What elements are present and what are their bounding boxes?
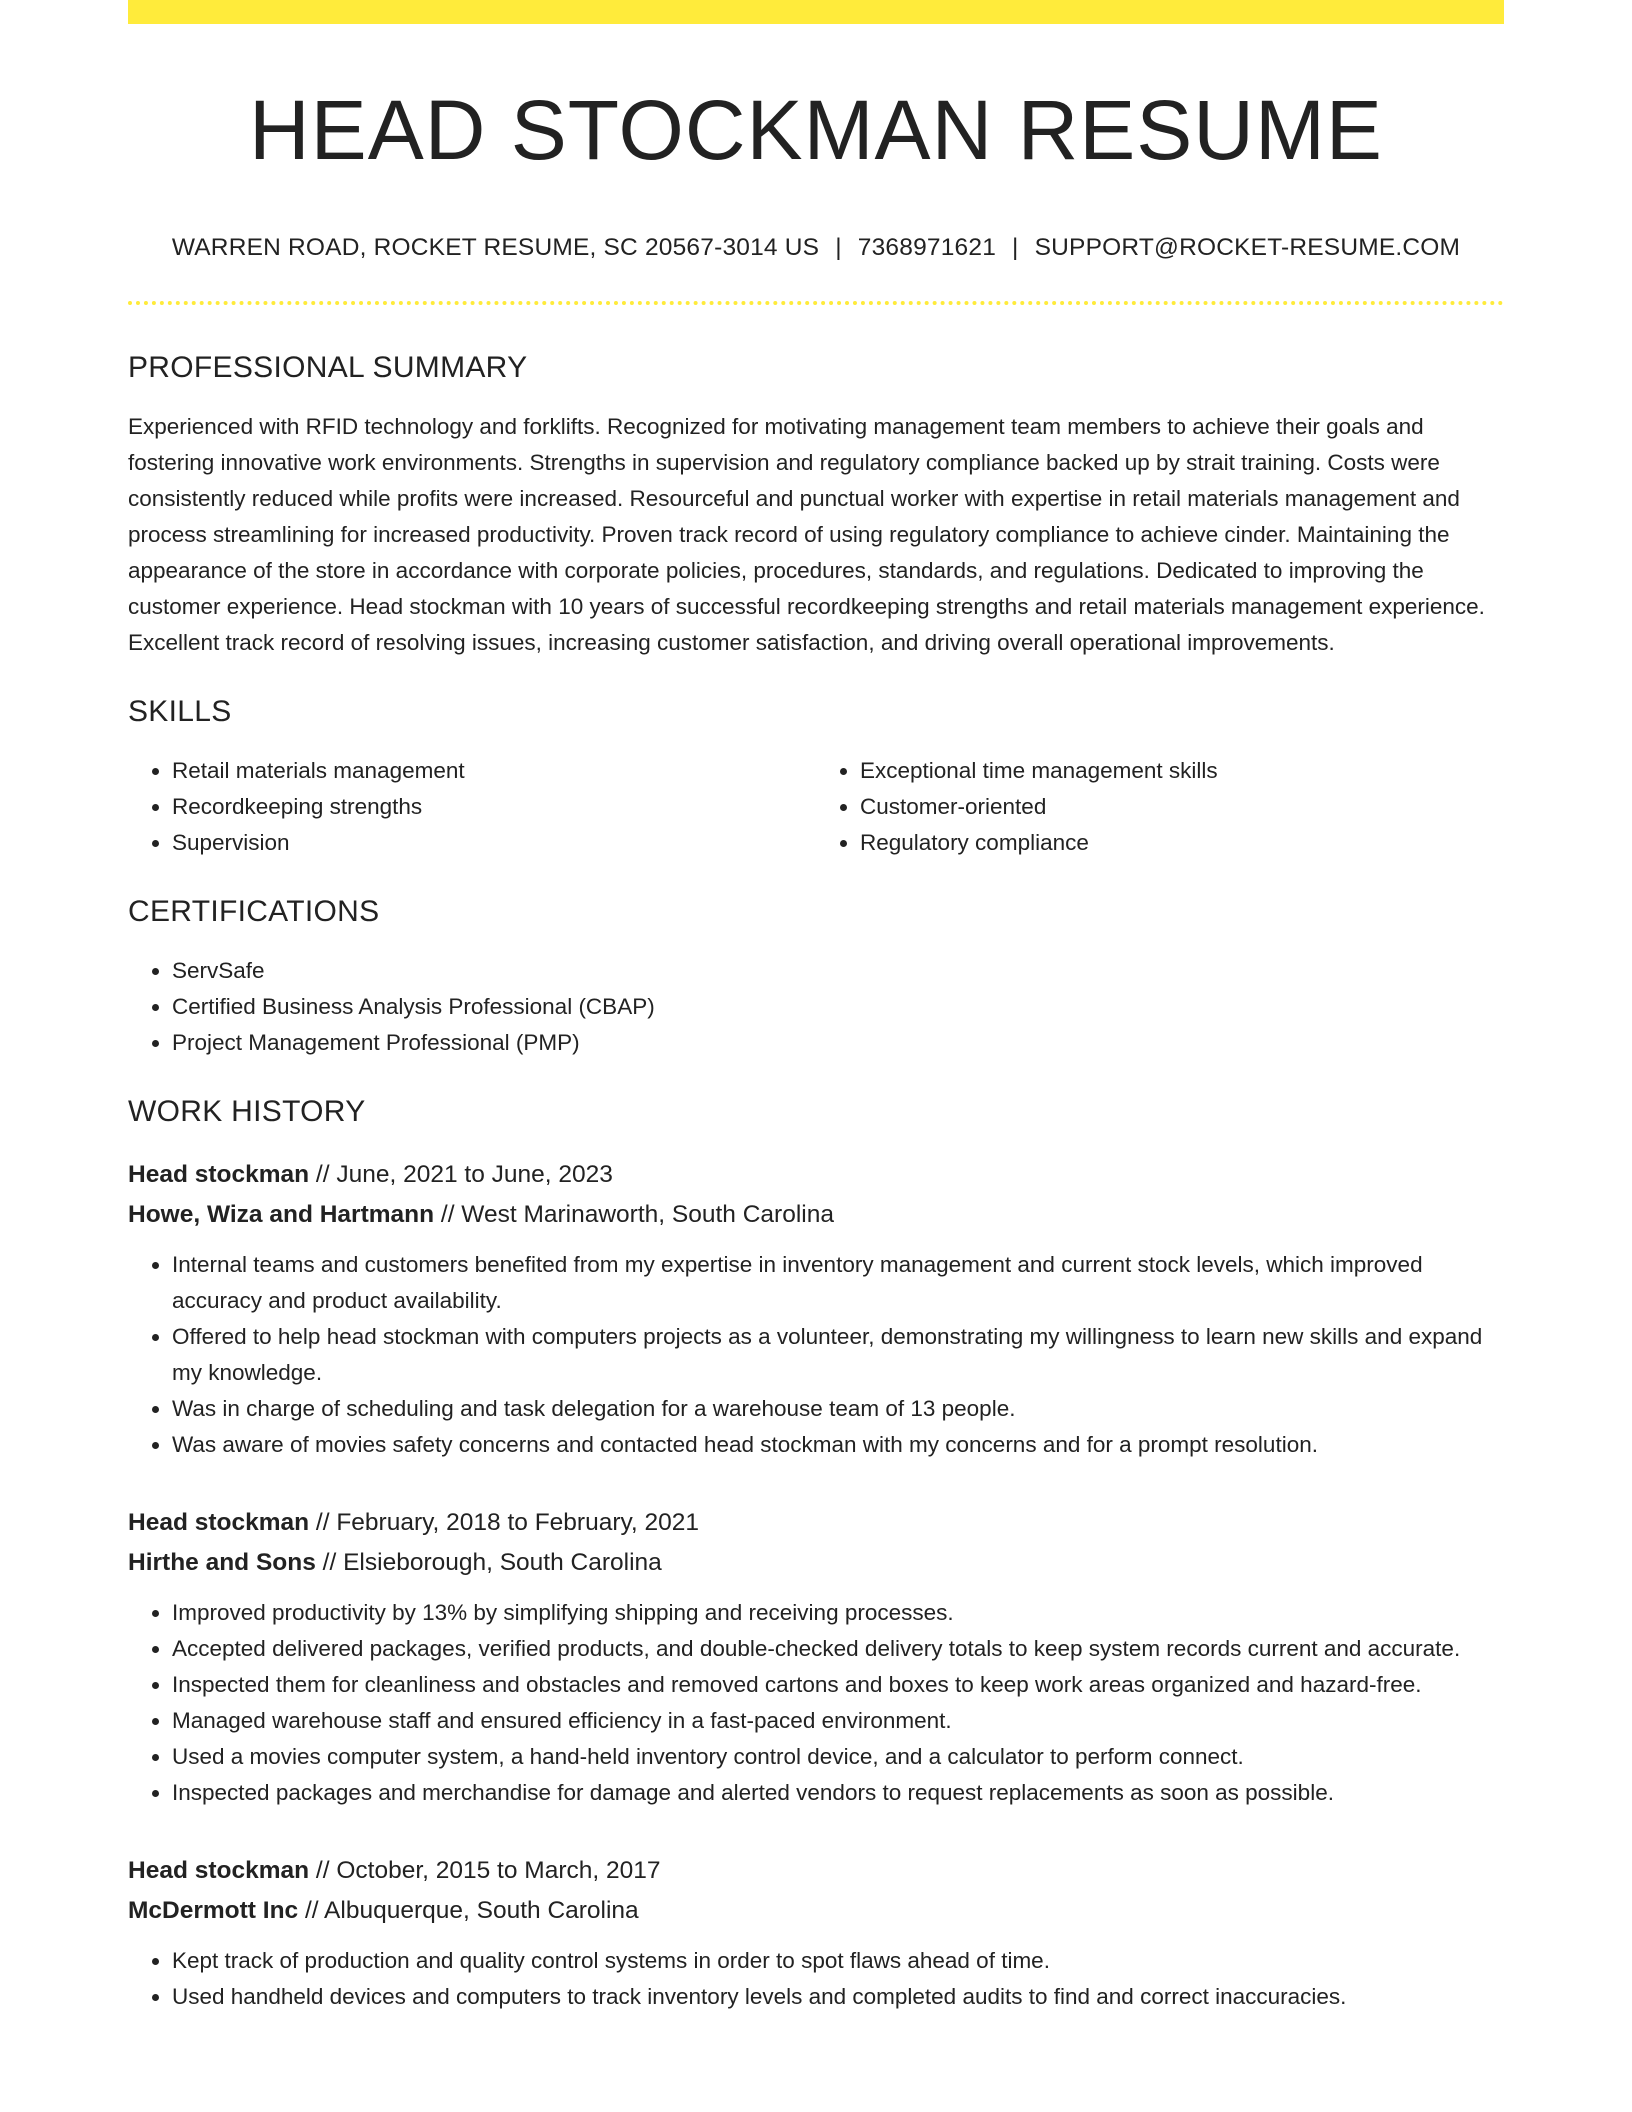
- header-divider: [128, 301, 1504, 305]
- job-bullet: • Used handheld devices and computers to track inventory levels and completed audits to find and correct inaccuracies.: [172, 1979, 1504, 2015]
- certification-item: • Project Management Professional (PMP): [172, 1025, 1504, 1061]
- certification-item: • Certified Business Analysis Professional (CBAP): [172, 989, 1504, 1025]
- resume-page: [128, 0, 1504, 2015]
- job-bullet: • Inspected packages and merchandise for damage and alerted vendors to request replacements as soon as possible.: [172, 1775, 1504, 1811]
- job-title-line: [128, 1503, 1504, 1543]
- job-bullet: • Kept track of production and quality control systems in order to spot flaws ahead of time.: [172, 1943, 1504, 1979]
- job-bullet: • Managed warehouse staff and ensured efficiency in a fast-paced environment.: [172, 1703, 1504, 1739]
- job-bullet: • Was in charge of scheduling and task delegation for a warehouse team of 13 people.: [172, 1391, 1504, 1427]
- job-title-line: [128, 1851, 1504, 1891]
- job-company: McDermott Inc: [128, 1896, 299, 1924]
- skill-item: • Supervision: [172, 825, 816, 861]
- skill-item: • Recordkeeping strengths: [172, 789, 816, 825]
- job-bullets: [128, 1595, 1504, 1811]
- job-bullet: • Used a movies computer system, a hand-held inventory control device, and a calculator to perform connect.: [172, 1739, 1504, 1775]
- certifications-list: [128, 953, 1504, 1061]
- job-role: Head stockman: [128, 1508, 310, 1536]
- job-bullet: • Internal teams and customers benefited from my expertise in inventory management and current stock levels, which improved accuracy and product availability.: [172, 1247, 1504, 1319]
- job-dates: // June, 2021 to June, 2023: [309, 1160, 613, 1188]
- contact-address: WARREN ROAD, ROCKET RESUME, SC 20567-3014 US: [171, 234, 820, 261]
- skills-list: [128, 753, 1504, 861]
- contact-separator: |: [1012, 234, 1019, 261]
- work-history-heading: WORK HISTORY: [128, 1094, 366, 1128]
- skills-column-right: [816, 753, 1504, 861]
- skill-item: • Retail materials management: [172, 753, 816, 789]
- certification-item: • ServSafe: [172, 953, 1504, 989]
- job-location: // West Marinaworth, South Carolina: [434, 1200, 834, 1228]
- job-company-line: [128, 1891, 1504, 1931]
- skills-column-left: [128, 753, 816, 861]
- job-dates: // October, 2015 to March, 2017: [309, 1856, 661, 1884]
- resume-title: HEAD STOCKMAN RESUME: [249, 83, 1383, 177]
- job-company: Howe, Wiza and Hartmann: [128, 1200, 435, 1228]
- skills-heading: SKILLS: [128, 694, 232, 728]
- contact-email: SUPPORT@ROCKET-RESUME.COM: [1034, 234, 1461, 261]
- job-title-line: [128, 1155, 1504, 1195]
- job-company: Hirthe and Sons: [128, 1548, 316, 1576]
- contact-separator: |: [835, 234, 842, 261]
- job-entry: [128, 1155, 1504, 1463]
- skill-item: • Customer-oriented: [860, 789, 1504, 825]
- job-entry: [128, 1503, 1504, 1811]
- skill-item: • Exceptional time management skills: [860, 753, 1504, 789]
- job-role: Head stockman: [128, 1856, 310, 1884]
- job-bullet: • Accepted delivered packages, verified products, and double-checked delivery totals to keep system records current and accurate.: [172, 1631, 1504, 1667]
- skill-item: • Regulatory compliance: [860, 825, 1504, 861]
- certifications-heading: CERTIFICATIONS: [128, 894, 380, 928]
- job-location: // Elsieborough, South Carolina: [315, 1548, 662, 1576]
- job-bullets: [128, 1943, 1504, 2015]
- top-accent-bar: [128, 0, 1504, 24]
- job-bullet: • Offered to help head stockman with computers projects as a volunteer, demonstrating my willingness to learn new skills and expand my knowledge.: [172, 1319, 1504, 1391]
- summary-text: Experienced with RFID technology and forklifts. Recognized for motivating management team members to achieve their goals and fostering innovative work environments. Strengths in supervision and regulatory compliance backed up by strait training. Costs were consistently reduced while profits were increased. Resourceful and punctual worker with expertise in retail materials management and process streamlining for increased productivity. Proven track record of using regulatory compliance to achieve cinder. Maintaining the appearance of the store in accordance with corporate policies, procedures, standards, and regulations. Dedicated to improving the customer experience. Head stockman with 10 years of successful recordkeeping strengths and retail materials management experience. Excellent track record of resolving issues, increasing customer satisfaction, and driving overall operational improvements.: [128, 413, 1485, 655]
- job-company-line: [128, 1543, 1504, 1583]
- summary-heading: PROFESSIONAL SUMMARY: [128, 350, 528, 384]
- job-entry: [128, 1851, 1504, 2015]
- job-role: Head stockman: [128, 1160, 310, 1188]
- job-bullet: • Improved productivity by 13% by simplifying shipping and receiving processes.: [172, 1595, 1504, 1631]
- job-bullets: [128, 1247, 1504, 1463]
- job-company-line: [128, 1195, 1504, 1235]
- contact-phone: 7368971621: [857, 234, 997, 261]
- contact-line: [128, 236, 1504, 261]
- job-bullet: • Inspected them for cleanliness and obstacles and removed cartons and boxes to keep work areas organized and hazard-free.: [172, 1667, 1504, 1703]
- job-bullet: • Was aware of movies safety concerns and contacted head stockman with my concerns and for a prompt resolution.: [172, 1427, 1504, 1463]
- job-location: // Albuquerque, South Carolina: [298, 1896, 639, 1924]
- job-dates: // February, 2018 to February, 2021: [309, 1508, 700, 1536]
